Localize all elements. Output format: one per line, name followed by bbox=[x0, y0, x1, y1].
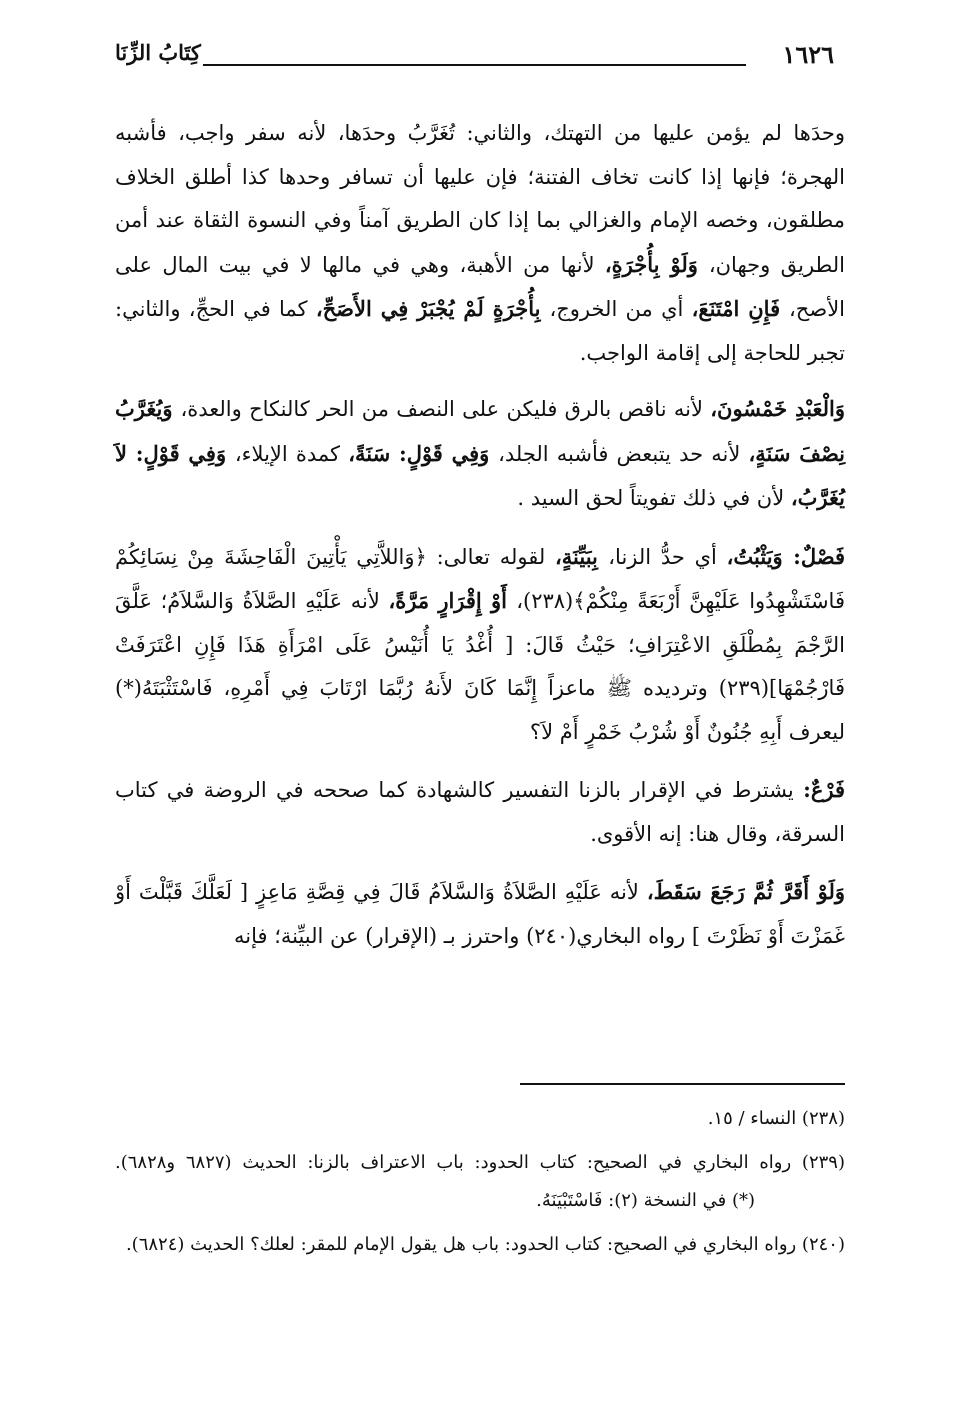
matn-span: وَفِي قَوْلٍ: لاَ يُغَرَّبُ، bbox=[115, 440, 845, 510]
matn-span: بِأُجْرَةٍ لَمْ يُجْبَرْ فِي الأَصَحِّ، bbox=[315, 296, 550, 321]
section-heading: فَصْلٌ: وَيَثْبُتُ، bbox=[726, 543, 845, 569]
footnote-rule bbox=[520, 1083, 845, 1085]
matn-span: وَلَوْ أَقَرَّ ثُمَّ رَجَعَ سَقَطَ، bbox=[646, 879, 845, 904]
text-span: كمدة الإيلاء، bbox=[234, 441, 349, 466]
text-span: يشترط في الإقرار بالزنا التفسير كالشهادة كما صححه في الروضة في كتاب السرقة، وقال هنا: إنه الأقوى. bbox=[115, 778, 845, 846]
section-heading: فَرْعٌ: bbox=[803, 777, 845, 802]
text-span: أي من الخروج، bbox=[549, 297, 692, 321]
matn-span: أَوْ إِقْرَارٍ مَرَّةً، bbox=[388, 588, 517, 613]
paragraph-3 bbox=[115, 535, 845, 755]
footnote-240: (٢٤٠) رواه البخاري في الصحيح: كتاب الحدود: باب هل يقول الإمام للمقر: لعلك؟ الحديث (٦٨٢٤). bbox=[125, 1234, 845, 1255]
text-span: وحدَها لم يؤمن عليها من التهتك، والثاني: تُغَرَّبُ وحدَها، لأنه سفر واجب، فأشبه الهجرة؛ فإنها إذا كانت تخاف الفتنة؛ فإن عليها أن تسافر وحدها كذا أطلق الخلاف مطلقون، وخصه الإمام والغزالي بما إذا كان الطريق آمناً وفي النسوة الثقاة عند أمن الطريق وجهان، bbox=[115, 121, 846, 277]
header-rule bbox=[203, 64, 746, 66]
footnotes bbox=[115, 1100, 845, 1270]
text-span: لقوله تعالى: ﴿وَاللاَّتِي يَأْتِينَ الْفَاحِشَةَ مِنْ نِسَائِكُمْ فَاسْتَشْهِدُوا عَلَيْهِنَّ أَرْبَعَةً مِنْكُمْ﴾(٢٣٨)، bbox=[115, 544, 845, 613]
book-title: كِتَابُ الزِّنَا bbox=[115, 40, 201, 65]
text-span: لأنه عَلَيْهِ الصَّلاَةُ وَالسَّلاَمُ قَالَ فِي قِصَّةِ مَاعِزٍ [ لَعَلَّكَ قَبَّلْتَ أَوْ غَمَزْتَ أَوْ نَظَرْتَ ] رواه البخاري(٢٤٠) واحترز بـ (الإقرار) عن البيِّنة؛ فإنه bbox=[115, 880, 845, 948]
text-span: كما في الحجِّ، والثاني: تجبر للحاجة إلى إقامة الواجب. bbox=[115, 297, 845, 365]
footnote-238: (٢٣٨) النساء / ١٥. bbox=[707, 1108, 845, 1129]
paragraph-4 bbox=[115, 768, 845, 856]
matn-span: وَلَوْ بِأُجْرَةٍ، bbox=[604, 251, 709, 277]
paragraph-2 bbox=[115, 387, 845, 521]
footnote-star: (*) في النسخة (٢): فَاسْتَبْيَنَهُ. bbox=[536, 1190, 755, 1211]
matn-span: وَفِي قَوْلٍ: سَنَةً، bbox=[348, 440, 499, 466]
footnote-239-text: (٢٣٩) رواه البخاري في الصحيح: كتاب الحدود: باب الاعتراف بالزنا: الحديث (٦٨٢٧ و٦٨٢٨). bbox=[115, 1152, 845, 1173]
text-span: لأنه حد يتبعض فأشبه الجلد، bbox=[498, 441, 749, 466]
matn-span: وَيُغَرَّبُ نِصْفَ سَنَةٍ، bbox=[115, 396, 845, 466]
matn-span: بِبَيِّنَةٍ، bbox=[554, 543, 609, 569]
paragraph-1 bbox=[115, 112, 845, 375]
text-span: لأنه ناقص بالرق فليكن على النصف من الحر كالنكاح والعدة، bbox=[180, 397, 711, 421]
paragraph-5 bbox=[115, 870, 845, 958]
text-span: لأن في ذلك تفويتاً لحق السيد . bbox=[517, 486, 791, 510]
page-header bbox=[115, 40, 834, 74]
text-span: لأنها من الأهبة، وهي في مالها لا في بيت المال على الأصح، bbox=[115, 252, 846, 321]
matn-span: فَإِنِ امْتَنَعَ، bbox=[691, 296, 790, 321]
matn-span: وَالْعَبْدِ خَمْسُونَ، bbox=[710, 396, 845, 421]
text-span: أي حدُّ الزنا، bbox=[608, 544, 727, 569]
main-text bbox=[115, 112, 845, 972]
footnote-239 bbox=[115, 1144, 845, 1220]
text-span: لأنه عَلَيْهِ الصَّلاَةُ وَالسَّلاَمُ؛ عَلَّقَ الرَّجْمَ بِمُطْلَقِ الاعْتِرَافِ؛ حَيْثُ قَالَ: [ أُغْدُ يَا أُنَيْسُ عَلَى امْرَأَةِ هَذَا فَإِنِ اعْتَرَفَتْ فَارْجُمْهَا](٢٣٩) وترديده ﷺ ماعزاً إِنَّمَا كَانَ لأَنهُ رُبَّمَا ارْتَابَ فِي أَمْرِهِ، فَاسْتَثْبَتَهُ(*) ليعرف أَبِهِ جُنُونٌ أَوْ شُرْبُ خَمْرٍ أَمْ لاَ؟ bbox=[115, 589, 845, 744]
page-number: ١٦٢٦ bbox=[782, 40, 834, 69]
